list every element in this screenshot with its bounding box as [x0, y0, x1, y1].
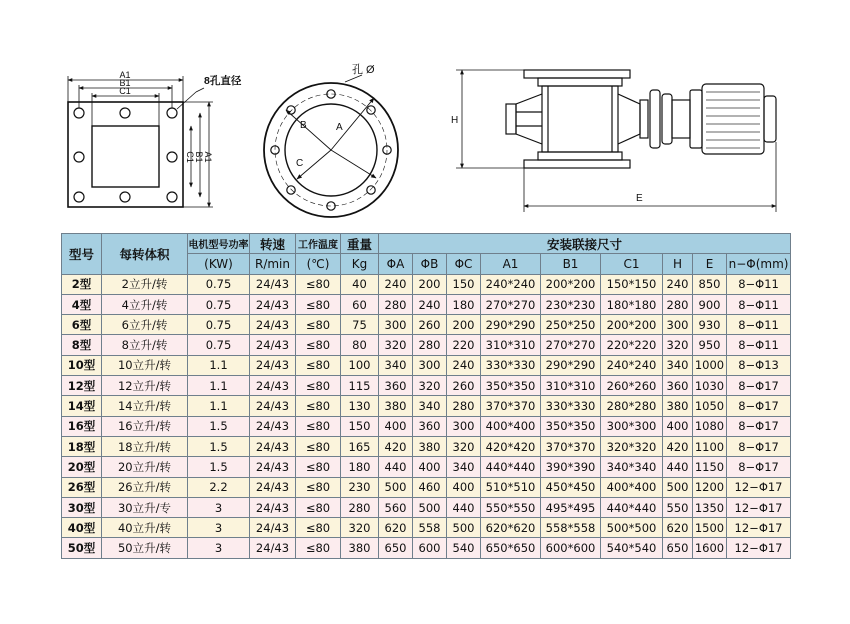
table-cell: 360 — [663, 376, 693, 396]
table-cell: 0.75 — [188, 315, 250, 335]
table-cell: 40立升/转 — [102, 518, 188, 538]
table-cell: 420*420 — [481, 436, 541, 456]
unit-speed: R/min — [250, 254, 296, 274]
table-cell: 360 — [413, 416, 447, 436]
table-cell: 200 — [413, 274, 447, 294]
table-cell: 440 — [663, 457, 693, 477]
hole-diameter-label: 孔 Ø — [352, 64, 375, 76]
table-cell: 450*450 — [541, 477, 601, 497]
table-cell: 930 — [693, 315, 727, 335]
table-cell: 330*330 — [481, 355, 541, 375]
table-cell: 400*400 — [481, 416, 541, 436]
table-cell: 50立升/转 — [102, 538, 188, 558]
table-cell: 330*330 — [541, 396, 601, 416]
table-cell: 280*280 — [601, 396, 663, 416]
model-cell: 18型 — [62, 436, 102, 456]
table-cell: 8−Φ11 — [727, 315, 791, 335]
dim-b1-label: B1 — [119, 78, 131, 88]
table-cell: 150*150 — [601, 274, 663, 294]
side-dim-b1-label: B1 — [194, 151, 204, 163]
table-cell: 24/43 — [250, 436, 296, 456]
table-cell: 300 — [663, 315, 693, 335]
dim-a1-label: A1 — [119, 70, 131, 80]
table-cell: ≤80 — [296, 477, 341, 497]
table-cell: 420 — [663, 436, 693, 456]
table-cell: 16立升/转 — [102, 416, 188, 436]
table-cell: 620 — [379, 518, 413, 538]
table-cell: 6立升/转 — [102, 315, 188, 335]
table-cell: 165 — [341, 436, 379, 456]
table-cell: 370*370 — [481, 396, 541, 416]
table-cell: 2立升/转 — [102, 274, 188, 294]
table-cell: ≤80 — [296, 436, 341, 456]
length-dim-label: E — [636, 193, 643, 204]
table-cell: 320*320 — [601, 436, 663, 456]
table-cell: ≤80 — [296, 376, 341, 396]
table-cell: 24/43 — [250, 477, 296, 497]
table-cell: 280 — [413, 335, 447, 355]
table-cell: 560 — [379, 497, 413, 517]
model-cell: 2型 — [62, 274, 102, 294]
table-row — [62, 497, 791, 517]
table-cell: 340 — [379, 355, 413, 375]
table-cell: ≤80 — [296, 416, 341, 436]
table-cell: 1.5 — [188, 436, 250, 456]
table-cell: 230*230 — [541, 294, 601, 314]
table-cell: 24/43 — [250, 274, 296, 294]
model-cell: 6型 — [62, 315, 102, 335]
table-cell: 1.5 — [188, 457, 250, 477]
table-cell: 280 — [341, 497, 379, 517]
table-row — [62, 335, 791, 355]
table-cell: 1600 — [693, 538, 727, 558]
table-cell: 500 — [447, 518, 481, 538]
table-cell: 12−Φ17 — [727, 538, 791, 558]
table-cell: 80 — [341, 335, 379, 355]
table-cell: 950 — [693, 335, 727, 355]
table-cell: 600 — [413, 538, 447, 558]
table-cell: 390*390 — [541, 457, 601, 477]
table-cell: 380 — [379, 396, 413, 416]
table-cell: 300 — [379, 315, 413, 335]
table-cell: 200*200 — [601, 315, 663, 335]
table-cell: 180 — [341, 457, 379, 477]
model-cell: 50型 — [62, 538, 102, 558]
table-cell: 30立升/专 — [102, 497, 188, 517]
technical-drawings — [0, 0, 850, 232]
table-cell: 1030 — [693, 376, 727, 396]
table-cell: 310*310 — [481, 335, 541, 355]
table-cell: 150 — [341, 416, 379, 436]
table-cell: 360 — [379, 376, 413, 396]
table-cell: 380 — [413, 436, 447, 456]
table-cell: 0.75 — [188, 294, 250, 314]
table-cell: ≤80 — [296, 396, 341, 416]
table-cell: ≤80 — [296, 355, 341, 375]
table-cell: ≤80 — [296, 335, 341, 355]
table-cell: 24/43 — [250, 294, 296, 314]
col-h: H — [663, 254, 693, 274]
table-cell: 260 — [413, 315, 447, 335]
table-cell: 350*350 — [541, 416, 601, 436]
table-cell: 280 — [663, 294, 693, 314]
col-c1: C1 — [601, 254, 663, 274]
flange-opening — [92, 126, 159, 187]
table-cell: 650 — [663, 538, 693, 558]
table-cell: 370*370 — [541, 436, 601, 456]
model-cell: 4型 — [62, 294, 102, 314]
table-cell: 150 — [447, 274, 481, 294]
table-row — [62, 518, 791, 538]
table-row — [62, 315, 791, 335]
table-cell: 460 — [413, 477, 447, 497]
table-cell: 558*558 — [541, 518, 601, 538]
table-cell: 270*270 — [481, 294, 541, 314]
table-cell: 300 — [447, 416, 481, 436]
table-cell: 420 — [379, 436, 413, 456]
table-cell: 400*400 — [601, 477, 663, 497]
table-cell: 1080 — [693, 416, 727, 436]
header-weight: 重量 — [341, 234, 379, 254]
table-cell: 3 — [188, 497, 250, 517]
table-cell: 8−Φ17 — [727, 436, 791, 456]
table-cell: 12−Φ17 — [727, 477, 791, 497]
header-speed: 转速 — [250, 234, 296, 254]
round-flange-drawing — [264, 62, 398, 217]
spec-table — [61, 233, 791, 559]
table-cell: 510*510 — [481, 477, 541, 497]
table-cell: 440*440 — [481, 457, 541, 477]
table-cell: 340 — [447, 457, 481, 477]
table-cell: 320 — [413, 376, 447, 396]
table-cell: 12立升/转 — [102, 376, 188, 396]
table-cell: 550 — [663, 497, 693, 517]
table-cell: 220*220 — [601, 335, 663, 355]
table-cell: 500*500 — [601, 518, 663, 538]
table-cell: 200 — [447, 315, 481, 335]
table-row — [62, 274, 791, 294]
table-row — [62, 355, 791, 375]
height-dim-label: H — [451, 115, 459, 126]
square-flange-drawing — [68, 70, 242, 207]
table-cell: 350*350 — [481, 376, 541, 396]
table-cell: 280 — [379, 294, 413, 314]
table-cell: 440 — [379, 457, 413, 477]
table-row — [62, 457, 791, 477]
table-cell: 3 — [188, 518, 250, 538]
table-cell: 60 — [341, 294, 379, 314]
table-cell: 10立升/转 — [102, 355, 188, 375]
model-cell: 26型 — [62, 477, 102, 497]
dim-c1-label: C1 — [119, 86, 131, 96]
col-phi-c: ΦC — [447, 254, 481, 274]
header-temperature: 工作温度 — [296, 234, 341, 254]
table-cell: 24/43 — [250, 457, 296, 477]
table-cell: 24/43 — [250, 396, 296, 416]
table-cell: 540 — [447, 538, 481, 558]
flange-bolt-holes — [74, 108, 177, 202]
table-cell: 500 — [663, 477, 693, 497]
table-cell: 24/43 — [250, 497, 296, 517]
header-install-dims: 安装联接尺寸 — [379, 234, 791, 254]
table-cell: 1.5 — [188, 416, 250, 436]
table-cell: 24/43 — [250, 518, 296, 538]
table-cell: 200*200 — [541, 274, 601, 294]
table-cell: 495*495 — [541, 497, 601, 517]
table-cell: 340 — [663, 355, 693, 375]
table-header-row — [62, 234, 791, 254]
table-cell: 240 — [379, 274, 413, 294]
model-cell: 30型 — [62, 497, 102, 517]
table-cell: 650 — [379, 538, 413, 558]
col-phi-b: ΦB — [413, 254, 447, 274]
model-cell: 40型 — [62, 518, 102, 538]
table-cell: 380 — [663, 396, 693, 416]
table-cell: 12−Φ17 — [727, 518, 791, 538]
table-cell: 280 — [447, 396, 481, 416]
table-row — [62, 538, 791, 558]
table-cell: ≤80 — [296, 497, 341, 517]
table-cell: 620*620 — [481, 518, 541, 538]
table-cell: 1150 — [693, 457, 727, 477]
table-cell: 300*300 — [601, 416, 663, 436]
table-cell: 240 — [447, 355, 481, 375]
table-cell: 650*650 — [481, 538, 541, 558]
side-elevation-drawing — [451, 70, 776, 212]
table-cell: 260*260 — [601, 376, 663, 396]
table-cell: 8−Φ11 — [727, 294, 791, 314]
table-cell: 500 — [413, 497, 447, 517]
col-a1: A1 — [481, 254, 541, 274]
table-cell: 320 — [447, 436, 481, 456]
table-cell: 8−Φ11 — [727, 274, 791, 294]
model-cell: 14型 — [62, 396, 102, 416]
header-volume: 每转体积 — [102, 234, 188, 275]
table-cell: 550*550 — [481, 497, 541, 517]
table-cell: 250*250 — [541, 315, 601, 335]
table-cell: 240*240 — [601, 355, 663, 375]
table-cell: 400 — [663, 416, 693, 436]
table-cell: 24/43 — [250, 355, 296, 375]
side-dim-c1-label: C1 — [185, 151, 195, 163]
model-cell: 16型 — [62, 416, 102, 436]
table-cell: 220 — [447, 335, 481, 355]
table-cell: 1200 — [693, 477, 727, 497]
table-cell: 340*340 — [601, 457, 663, 477]
table-cell: 24/43 — [250, 416, 296, 436]
model-cell: 20型 — [62, 457, 102, 477]
table-cell: 8−Φ17 — [727, 457, 791, 477]
table-cell: 1.1 — [188, 355, 250, 375]
table-cell: 130 — [341, 396, 379, 416]
table-cell: 558 — [413, 518, 447, 538]
table-cell: 440*440 — [601, 497, 663, 517]
table-cell: 1100 — [693, 436, 727, 456]
table-cell: 8−Φ17 — [727, 416, 791, 436]
table-cell: 620 — [663, 518, 693, 538]
model-cell: 8型 — [62, 335, 102, 355]
table-cell: 14立升/转 — [102, 396, 188, 416]
table-cell: 24/43 — [250, 335, 296, 355]
table-cell: 1050 — [693, 396, 727, 416]
table-cell: ≤80 — [296, 457, 341, 477]
table-cell: 320 — [663, 335, 693, 355]
table-cell: 75 — [341, 315, 379, 335]
table-cell: ≤80 — [296, 538, 341, 558]
table-cell: 40 — [341, 274, 379, 294]
dim-b-label: B — [300, 120, 307, 131]
table-row — [62, 477, 791, 497]
col-holes: n−Φ(mm) — [727, 254, 791, 274]
table-cell: 500 — [379, 477, 413, 497]
table-cell: 290*290 — [541, 355, 601, 375]
model-cell: 10型 — [62, 355, 102, 375]
table-cell: 8立升/转 — [102, 335, 188, 355]
table-cell: 3 — [188, 538, 250, 558]
table-row — [62, 416, 791, 436]
table-cell: ≤80 — [296, 518, 341, 538]
table-cell: 1000 — [693, 355, 727, 375]
table-cell: 240 — [663, 274, 693, 294]
table-cell: 24/43 — [250, 538, 296, 558]
table-cell: 270*270 — [541, 335, 601, 355]
table-cell: 100 — [341, 355, 379, 375]
unit-motor: (KW) — [188, 254, 250, 274]
table-cell: 12−Φ17 — [727, 497, 791, 517]
table-cell: 2.2 — [188, 477, 250, 497]
table-cell: 115 — [341, 376, 379, 396]
table-cell: 290*290 — [481, 315, 541, 335]
table-cell: 310*310 — [541, 376, 601, 396]
table-cell: 240 — [413, 294, 447, 314]
table-cell: 850 — [693, 274, 727, 294]
table-row — [62, 376, 791, 396]
col-b1: B1 — [541, 254, 601, 274]
table-cell: 180 — [447, 294, 481, 314]
table-cell: 180*180 — [601, 294, 663, 314]
table-row — [62, 294, 791, 314]
table-cell: 380 — [341, 538, 379, 558]
dim-c-label: C — [296, 158, 304, 169]
side-dim-a1-label: A1 — [203, 151, 213, 163]
col-e: E — [693, 254, 727, 274]
model-cell: 12型 — [62, 376, 102, 396]
table-cell: 320 — [341, 518, 379, 538]
table-cell: 1350 — [693, 497, 727, 517]
spec-table-body — [62, 274, 791, 558]
table-cell: 230 — [341, 477, 379, 497]
table-cell: 24/43 — [250, 315, 296, 335]
table-row — [62, 436, 791, 456]
table-cell: 26立升/转 — [102, 477, 188, 497]
table-cell: 1.1 — [188, 376, 250, 396]
dim-a-label: A — [336, 122, 343, 133]
table-cell: 4立升/转 — [102, 294, 188, 314]
table-cell: 18立升/转 — [102, 436, 188, 456]
table-cell: 8−Φ17 — [727, 396, 791, 416]
table-cell: 400 — [413, 457, 447, 477]
table-cell: 24/43 — [250, 376, 296, 396]
hole-note-label: 8孔直径 — [204, 75, 242, 87]
table-cell: 1500 — [693, 518, 727, 538]
table-row — [62, 396, 791, 416]
table-cell: 300 — [413, 355, 447, 375]
table-cell: ≤80 — [296, 274, 341, 294]
table-cell: 400 — [379, 416, 413, 436]
table-cell: 1.1 — [188, 396, 250, 416]
table-cell: 260 — [447, 376, 481, 396]
unit-temperature: (℃) — [296, 254, 341, 274]
table-cell: 8−Φ13 — [727, 355, 791, 375]
table-cell: 20立升/转 — [102, 457, 188, 477]
header-motor-power: 电机型号功率 — [188, 234, 250, 254]
table-cell: 320 — [379, 335, 413, 355]
col-phi-a: ΦA — [379, 254, 413, 274]
table-cell: ≤80 — [296, 294, 341, 314]
table-cell: 8−Φ11 — [727, 335, 791, 355]
table-cell: 440 — [447, 497, 481, 517]
table-cell: 240*240 — [481, 274, 541, 294]
table-cell: 340 — [413, 396, 447, 416]
table-cell: 8−Φ17 — [727, 376, 791, 396]
table-cell: 540*540 — [601, 538, 663, 558]
table-cell: 0.75 — [188, 335, 250, 355]
header-model: 型号 — [62, 234, 102, 275]
table-cell: 400 — [447, 477, 481, 497]
table-cell: 600*600 — [541, 538, 601, 558]
table-cell: 0.75 — [188, 274, 250, 294]
table-cell: 900 — [693, 294, 727, 314]
unit-weight: Kg — [341, 254, 379, 274]
table-cell: ≤80 — [296, 315, 341, 335]
